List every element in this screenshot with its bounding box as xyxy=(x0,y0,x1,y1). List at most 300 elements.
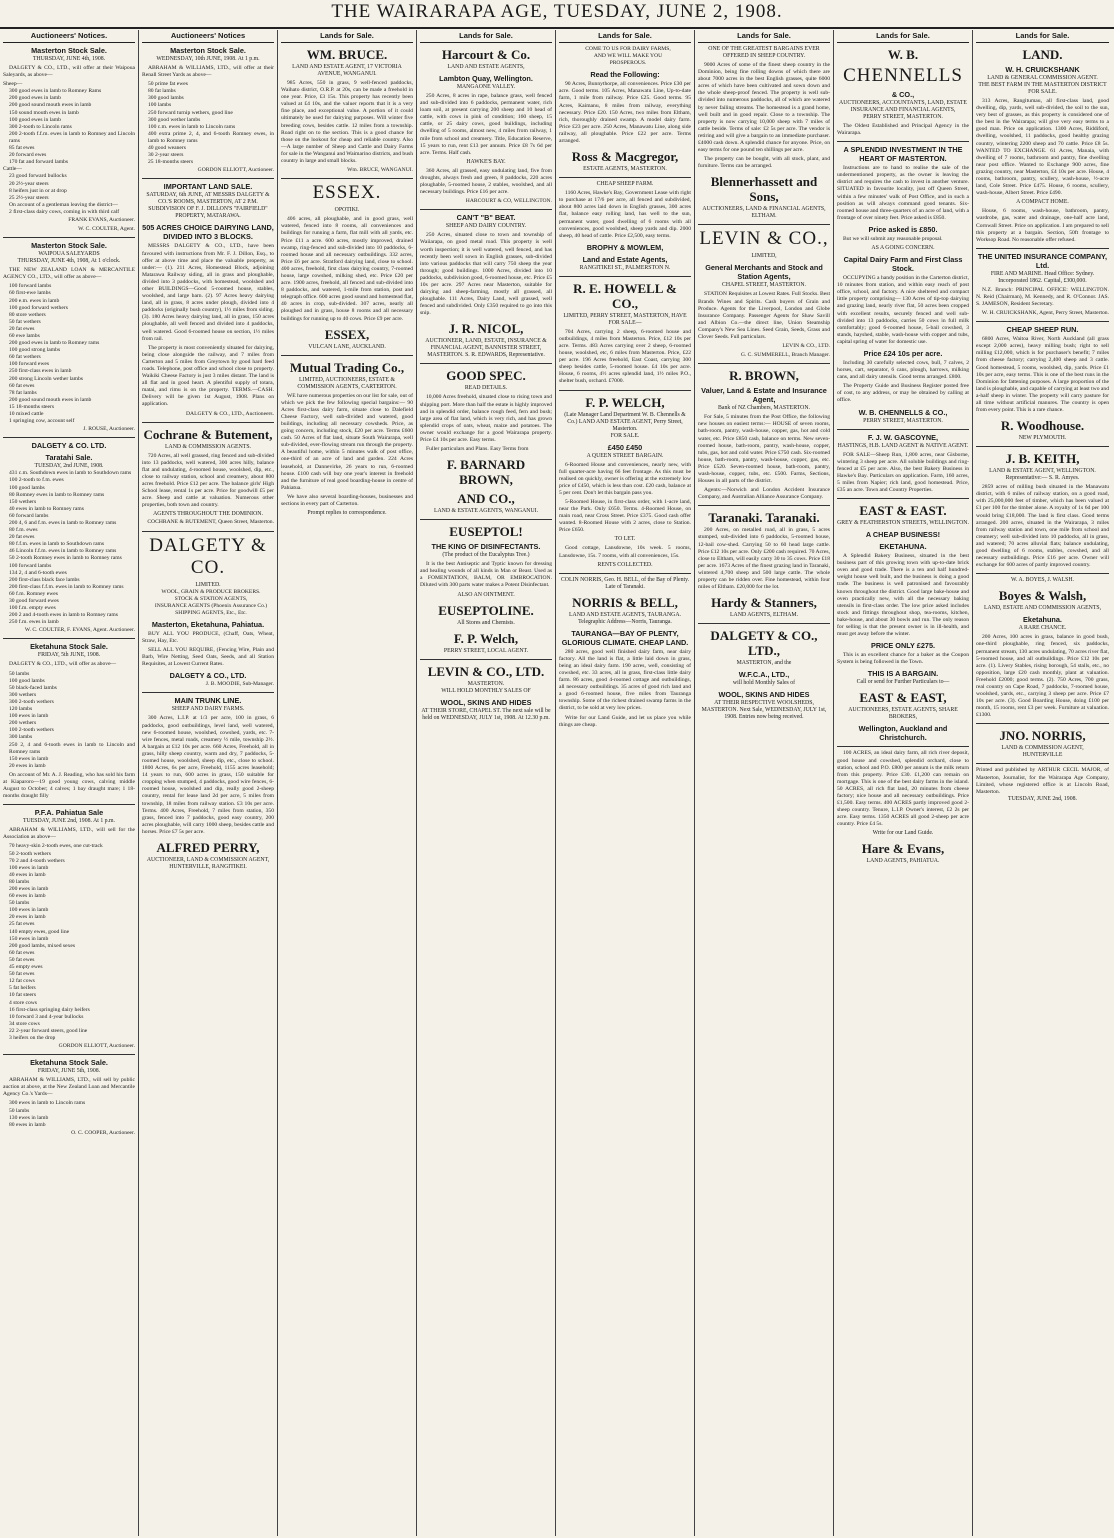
ad-signature: HARCOURT & CO, WELLINGTON. xyxy=(465,198,552,205)
ad-signature: ALFRED PERRY, xyxy=(156,840,260,856)
list-item: 20 2½-year steers xyxy=(9,180,49,187)
ad-body: 360 Acres, all grassed, easy undulating land, five from droughts, always fresh and green, 8 paddocks, 220 acres ploughable, 5-roomed house, 2 stables, woolshed, and all necessary buildings. Price £16 per acre. xyxy=(420,167,552,196)
ad-subtitle: LAND & COMMISSION AGENT, xyxy=(1001,745,1084,752)
ad-title: R. BROWN, xyxy=(729,368,799,384)
service-list xyxy=(142,589,274,617)
column-heading: Lands for Sale. xyxy=(420,30,552,43)
ad-subtitle: LAND AND ESTATE AGENT, 17 VICTORIA AVENUE, WANGANUI. xyxy=(292,64,402,77)
ad-headline: General Merchants and Stock and Station Agents, xyxy=(705,263,823,282)
ad-body: We have also several boarding-houses, businesses and sections in every part of Carterton. xyxy=(281,493,413,508)
ad-title: DALGETY & CO. LTD. xyxy=(31,441,107,451)
list-item: 25 2½-year steers xyxy=(9,194,49,201)
ad-body: 200 Acres, 100 acres in grass, balance in good bush, one-third ploughable, ring fenced, six paddocks, permanent stream, 130 acres undulating, 70 acres river flat, 5-roomed house, and all outbuildings. Price £12 10s per acre. (1). Livery Stables, rising borough, 54 stalls, etc., no opposition, large £20 cash monthly, plant at valuation. Freehold £2000; good terms. (2). 750 Acres, 700 grass, real country on Cape Road, 7 paddocks, 7-roomed house, woolshed, yards, etc., carrying 3 sheep per acre. Price £7 10s per acre. (3). Good Boarding House, doing £100 per month, 15 rooms, rent £3 per week. Furniture at valuation. £1300. xyxy=(976,634,1109,719)
ad-body: 313 Acres, Rangitumau, all first-class land, good dwelling, dip, yards, well sub-divided, the soil to the sun, very best of grasses, as this property is considered one of the best in the Wairarapa; will give very easy terms to a good man. Price on application. 1300 Acres, Riddiford, dwelling, woolshed, 11 paddocks, good healthy grazing country, wintering 2200 sheep and 70 cattle. Price £8 5s. WANTED TO EXCHANGE. 61 Acres, Manaia, with dwelling of 7 rooms, bathroom and pantry, fine dwelling near post office. Wanted to Exchange 900 acres, fine grazing country, near Masterton, £4 10s per acre. House, 4 rooms, bathroom, pantry, scullery, wash-house, ½-acre land, Cole Street. Price £475. House, 6 rooms, scullery, wash-house, Albert Street. Price £490. xyxy=(976,98,1109,197)
column-8 xyxy=(973,30,1112,1536)
list-item: 60 f.m. Romney ewes xyxy=(9,590,58,597)
stock-list xyxy=(3,173,135,216)
masthead-rule xyxy=(0,27,1114,29)
ad-title: J. R. NICOL, xyxy=(448,321,524,337)
divider xyxy=(142,422,274,423)
divider xyxy=(420,209,552,210)
list-item: 200 first-class f.f.m. ewes in lamb to Romney rams xyxy=(9,583,124,590)
list-item: 100 forward ewes xyxy=(9,361,50,368)
ad-date: SATURDAY, 6th JUNE, AT MESSRS DALGETY & CO.'S ROOMS, MASTERTON, AT 2 P.M. xyxy=(146,192,270,206)
ad-title: LEVIN & CO., xyxy=(699,228,829,250)
ad-subtitle: Land and Estate Agents, xyxy=(582,254,668,264)
list-item: 80 f.m. ewes xyxy=(9,527,38,534)
ad-headline: A SPLENDID INVESTMENT IN THE HEART OF MASTERTON. xyxy=(843,145,963,164)
ad-body: 5-Roomed House, in first-class order, with 1-acre land, near the Park. Only £650. Terms. 4-Roomed House, on main road, near Cross Street. Price £375. Good cash offer wanted. 8-Roomed House with 2 acres, close to Station. Price £650. xyxy=(559,499,691,534)
ad-body: The property is most conveniently situated for dairying, being close alongside the railway, and 7 miles from Carterton and 5 miles from Greytown by good hard feed roads. Telephone, post office and school close to property. Waikiki Cheese Factory is just 3 miles distant. The land is all flat and in good heart. A plentiful supply of totara, matai, and rimu is on the property. TERMS.—CASH. Delivery will be given 1st August, 1908. Plans on application. xyxy=(142,344,274,408)
ad-title: AND CO., xyxy=(457,491,515,507)
list-item: 200 4, 6 and f.m. ewes in lamb to Romney rams xyxy=(9,519,117,526)
list-item: SHIPPING AGENTS, Etc., Etc. xyxy=(175,609,247,616)
ad-subtitle: LAND AND ESTATE AGENTS, TAURANGA. xyxy=(568,611,681,618)
list-item: 10 fat steers xyxy=(9,992,37,999)
stock-list xyxy=(3,88,135,166)
ad-headline: A COMPACT HOME. xyxy=(1016,199,1069,206)
list-item: 60 fat wethers xyxy=(9,354,41,361)
divider xyxy=(837,141,969,142)
column-heading: Auctioneers' Notices. xyxy=(3,30,135,43)
divider xyxy=(420,659,552,660)
column-heading: Auctioneers' Notices xyxy=(142,30,274,43)
column-4 xyxy=(417,30,556,1536)
ad-title: Harcourt & Co. xyxy=(441,47,531,62)
ad-subtitle: HUNTERVILLE xyxy=(1022,752,1063,759)
column-heading: Lands for Sale. xyxy=(837,30,969,43)
ad-title: CHEAP SHEEP RUN. xyxy=(1006,325,1079,335)
ad-intro: ABRAHAM & WILLIAMS, LTD., will sell for the Association as above— xyxy=(3,827,135,841)
ad-body: A Splendid Bakery Business, situated in the best business part of this growing town with up-to-date brick oven and good trade. There is a ten and half hundred-weight house well built, and the business is doing a good trade. The business is well patronised and favourably known throughout the district. Good large bake-house and oven practically new, with all the necessary baking utensils in first-class order. The low price asked includes stock and fittings throughout shop, tea-rooms, kitchen, bake-house, and about 30 bowls and run. The only reason for selling is that the present owner is in ill-health, and must get away before the winter. xyxy=(837,553,969,638)
ad-body: N.Z. Branch: PRINCIPAL OFFICE: WELLINGTON. N. Reid (Chairman), M. Kennedy, and R. O'Connor. JAS. S. JAMESON, Resident Secretary. xyxy=(976,286,1109,307)
ad-subtitle: Eketahuna. xyxy=(1023,615,1062,625)
list-item: 300 good wether lambs xyxy=(148,116,201,123)
divider xyxy=(3,638,135,639)
list-item: 10 mixed cattle xyxy=(9,411,44,418)
list-item: 100 forward lambs xyxy=(9,562,52,569)
ad-title: R. E. HOWELL & CO., xyxy=(573,280,677,311)
ad-subtitle: LIMITED, xyxy=(751,253,777,260)
ad-title: Ross & Macgregor, xyxy=(571,149,679,165)
ad-title: EAST & EAST, xyxy=(859,690,947,706)
ad-signature: ESSEX, xyxy=(324,326,370,342)
ad-signature: W. C. COULTER, F. EVANS, Agent. Auctioneer. xyxy=(24,627,135,634)
list-item: 200 good sound mouth ewes in lamb xyxy=(9,396,92,403)
ad-signature: COCHRANE & BUTEMENT, Queen Street, Masterton. xyxy=(147,519,274,526)
ad-title: W. H. CRUICKSHANK xyxy=(1005,65,1080,74)
list-item: 22 2-year forward steers, good line xyxy=(9,1027,88,1034)
column-7 xyxy=(834,30,973,1536)
list-item: 150 wethers xyxy=(9,498,37,505)
divider xyxy=(837,498,969,499)
ad-body: FOR SALE—Sheep Run, 1,800 acres, near Gisborne, wintering 3 sheep per acre. All soluble buildings and ring-fenced at £5 per acre. Also, the best Bakery Business in Hawke's Bay. Particulars on application. Farm, 160 acres, 5 miles from Napier; rich land, good homestead. Price, £35 an acre. Town and Country Properties. xyxy=(837,451,969,493)
ad-body: The property can be bought, with all stock, plant, and furniture. Terms can be arranged. xyxy=(698,156,830,170)
ad-subtitle: SHEEP AND DAIRY COUNTRY. xyxy=(445,223,527,230)
column-2 xyxy=(139,30,278,1536)
ad-signature: J. ROUSE, Auctioneer. xyxy=(83,426,135,433)
ad-title: JNO. NORRIS, xyxy=(999,728,1086,744)
ad-subtitle: PERRY STREET, LOCAL AGENT. xyxy=(443,647,529,654)
ad-title: THE UNITED INSURANCE COMPANY, Ltd. xyxy=(977,251,1108,270)
ad-address: RANGITIKEI ST., PALMERSTON N. xyxy=(579,264,671,271)
list-item: 10 forward 3 and 4-year bullocks xyxy=(9,1013,84,1020)
list-item: 100 good lambs xyxy=(9,677,45,684)
list-item: 100 2-tooth wethers xyxy=(9,727,54,734)
ad-address: PERRY STREET, MASTERTON. xyxy=(863,417,943,424)
ad-subtitle: THE KING OF DISINFECTANTS. xyxy=(431,542,541,552)
ad-places: Wellington, Auckland and Christchurch. xyxy=(858,724,948,743)
ad-body: For Sale, 5 minutes from the Post Office, the following new houses on easiest terms:— HOUSE of seven rooms, bath-room, pantry, wash-house, copper, gas, hot and cold water, etc. Price £850 cash, balance on terms. New seven-roomed house, bath-room, pantry, wash-house, copper, tubs, gas, hot and cold water. Price £750 cash. Six-roomed house, bath-room, pantry, wash-house, copper, gas, etc. Price £520. Seven-roomed house, bath-room, pantry, wash-house, copper, tubs, etc. £500. Farms, Sections, Houses in all parts of the district. xyxy=(698,414,830,485)
ad-line: Telegraphic Address—Norris, Tauranga. xyxy=(578,618,672,625)
list-item: 200 good lambs, mixed sexes xyxy=(9,942,76,949)
ad-body: WE have numerous properties on our list for sale, out of which we pick the few following special bargains:— 90 Acres first-class dairy farm, situate close to Dalefield Cheese Factory, well sub-divided and watered, good buildings, including all necessary cowsheds. Price, as going concern, including stock, £20 per acre. Terms £600 cash. 50 Acres of flat land, situate South Wairarapa, well sub-divided, ever-flowing stream run through the property. A beautiful home, within 5 minutes walk of post office, one-third of an acre of land and garden. 224 Acres leasehold, at Dannevirke, 26 years to run, 6-roomed house. £100 cash will buy one year's interest in freehold and the furniture of real good boarding-house in centre of Pahiatua. xyxy=(281,392,413,491)
ad-title: DALGETY & CO., LTD., xyxy=(710,628,818,659)
ad-title: & CO., xyxy=(891,90,915,99)
ad-address: Lambton Quay, Wellington. xyxy=(439,74,533,83)
ad-body: 250 Acres, 8 acres in rape, balance grass, well fenced and sub-divided into 6 paddocks, permanent water, rich loam soil, at present carrying 200 sheep and 10 head of cattle, with cows in pink of condition; 160 sheep, 15 cattle, or 25 dairy cows, good buildings, including dwelling of 5 rooms, almost new, 4 miles from railway, 1 mile from school and creamery. Title, Education Reserve, 15 years to run, rent £13 per annum. Price £8 7s 6d per acre. Terms. Half cash. xyxy=(420,93,552,156)
ad-subtitle: LIMITED, AUCTIONEERS, ESTATE & COMMISSION AGENTS, CARTERTON. xyxy=(297,376,397,390)
list-item: 250 2, 4 and 6-tooth ewes in lamb to Lincoln and Romney rams xyxy=(9,741,135,755)
ad-signature: FRANK EVANS, Auctioneer. xyxy=(68,216,135,223)
ad-subtitle: LAND AGENTS, ELTHAM. xyxy=(729,612,799,619)
list-item: 4 store cows xyxy=(9,999,37,1006)
list-item: 60 fat ewes xyxy=(9,382,35,389)
ad-subtitle: LAND AND ESTATE AGENTS, xyxy=(447,64,525,70)
ad-title: NORRIS & BELL, xyxy=(572,594,678,610)
list-item: 300 lambs xyxy=(9,734,33,741)
list-item: 300 2-tooth wethers xyxy=(9,698,54,705)
ad-body: It is the best Antiseptic and Typtic known for dressing and healing wounds of all kinds in Man or Beast. Used as a FOMENTATION, BALM, OR EMBROCATION. Diluted with 300 parts water makes a Potent Disinfectant. xyxy=(420,561,552,589)
ad-headline: A QUEEN STREET BARGAIN. xyxy=(586,452,664,459)
ad-title: Masterton Stock Sale. xyxy=(31,46,107,55)
list-item: 100 c.m. ewes in lamb to Lincoln rams xyxy=(148,123,236,130)
divider xyxy=(976,446,1109,447)
ad-title: W. B. xyxy=(887,47,919,62)
divider xyxy=(976,723,1109,724)
ad-signature: F. P. Welch, xyxy=(453,630,519,646)
list-item: 50 lambs xyxy=(9,1107,30,1114)
list-item: 200 first-class black face lambs xyxy=(9,576,80,583)
ad-title: Masterton Stock Sale. xyxy=(31,241,107,251)
list-item: 20 fat ewes xyxy=(9,534,35,541)
ad-signature: GORDON ELLIOTT, Auctioneer. xyxy=(58,1043,135,1050)
list-item: 60 ewes in lamb xyxy=(9,893,46,900)
ad-subtitle: EKETAHUNA. xyxy=(879,542,927,552)
ad-line: WILL HOLD MONTHLY SALES OF xyxy=(441,687,531,694)
ad-subtitle: LAND & ESTATE AGENTS, WANGANUI. xyxy=(433,508,539,515)
ad-title: ESSEX. xyxy=(312,182,382,204)
ad-line: ALSO AN OINTMENT. xyxy=(457,591,515,598)
list-item: 120 lambs xyxy=(9,706,33,713)
ad-headline: TO LET. xyxy=(614,536,636,543)
ad-signature: Wm. BRUCE, WANGANUI. xyxy=(347,167,413,174)
column-heading: Lands for Sale. xyxy=(976,30,1109,43)
ad-headline: 505 ACRES CHOICE DAIRYING LAND, DIVIDED INTO 3 BLOCKS. xyxy=(142,223,274,242)
ad-body: BUY ALL YOU PRODUCE, (Chaff, Oats, Wheat, Straw, Hay, Etc. xyxy=(142,630,274,644)
list-item: 200 good ewes in lamb to Romney rams xyxy=(9,340,100,347)
ad-headline: A CHEAP BUSINESS! xyxy=(865,530,941,540)
ad-title: Taranaki. Taranaki. xyxy=(708,510,820,526)
ad-title: DALGETY & CO. xyxy=(149,534,267,578)
stock-list xyxy=(142,145,274,166)
ad-subtitle: MASTERTON, and the xyxy=(736,660,792,667)
list-item: 12 fat cows xyxy=(9,978,35,985)
list-item: 200 2 and 4-tooth ewes in lamb to Romney rams xyxy=(9,612,118,619)
ad-subtitle: FIRE AND MARINE. Head Office: Sydney. Incorporated 1862. Capital, £300,000. xyxy=(990,270,1095,284)
list-item: AND WE WILL MAKE YOU xyxy=(593,53,663,60)
list-item: 200 good sound mouth ewes in lamb xyxy=(9,102,92,109)
ad-date: TUESDAY, JUNE 2nd, 1908. At 1 p.m. xyxy=(23,818,115,825)
list-item: COME TO US FOR DAIRY FARMS, xyxy=(585,46,671,52)
list-item: 60 ewe lambs xyxy=(9,333,40,339)
list-item: 40 good weaners xyxy=(148,145,186,152)
ad-body: 100 ACRES, an ideal dairy farm, all rich river deposit, good house and cowshed, splendid orchard, close to station, school and P.O. £800 per annum is the milk return from this property. Price £30. £1,200 can remain on mortgage. This is one of the best dairy farms in the island. 50 ACRES, all rich flat land, 20 minutes from cheese factory; nice house and all necessary outbuildings. Price £1,500. Easy terms. 400 ACRES partly improved good 2-sheep country. Tenure, L.I.P. Owner's interest, £2 2s per acre. Easy terms. 1350 ACRES all good 2-sheep per acre country. Price £4 5s. xyxy=(837,750,969,828)
ad-line: will hold Monthly Sales of xyxy=(732,680,796,687)
ad-subtitle: HASTINGS, H.B. LAND AGENT & NATIVE AGENT. xyxy=(837,442,969,449)
ad-line: AGENTS THROUGHOUT THE DOMINION. xyxy=(153,511,263,518)
list-item: 16 first-class springing dairy heifers xyxy=(9,1006,90,1013)
ad-signature: W. B. CHENNELLS & CO., xyxy=(858,407,948,417)
ad-title: F. BARNARD BROWN, xyxy=(446,457,526,488)
divider xyxy=(3,1054,135,1055)
list-item: 23 good forward bullocks xyxy=(9,173,67,180)
list-item: 25 fat ewes xyxy=(9,921,35,928)
ad-price: £450 £450 xyxy=(607,442,643,452)
ad-headline: A RARE CHANCE. xyxy=(1018,625,1067,632)
ad-subtitle: AUCTIONEER, LAND & COMMISSION AGENT, HUNTERVILLE, RANGITIKEI. xyxy=(146,857,270,871)
column-6 xyxy=(695,30,834,1536)
ad-line: AT THEIR STORE, CHAPEL ST. The next sale will be held on WEDNESDAY, JULY 1st, 1908. At 12.30 p.m. xyxy=(421,707,551,721)
ad-signature: O. C. COOPER, Auctioneer. xyxy=(71,1129,135,1136)
ad-body: 985 Acres, 550 in grass, 9 well-fenced paddocks, Waihato district, O.R.P. at 20s, can be made a freehold in one year. Price, £3 15s. This property has recently been valued at £4 10s, and the valuer reports that it is a very fine place, and exceptional value. A portion of it could ultimately be used for dairying purposes. Will winter five breeding cows, besides cattle. 12 miles from a township. Road right on to the section. This is a good chance for those on the lookout for cheap and reliable country. Also—A large number of Sheep and Cattle and Dairy Farms for sale in the Wanganui and Waimarino districts, and bush country in large and small blocks. xyxy=(281,80,413,165)
list-item: 30 good forward ewes xyxy=(9,598,59,604)
ad-body: 6800 Acres, Waitoa River, North Auckland (all grass except 2,000 acres), heavy milling bush; right to sell milling £12,000, which is for purchaser's benefit; 7 miles from cheese factory; carrying 2,400 sheep and 3 cattle. Good homestead, 5 rooms, woolshed, dip, yards. Price £1 10s per acre, easy terms. This is one of the best runs in the Dominion for fattening purposes. A large proportion of the land is ploughable, and capable of carrying at least two and a-half sheep in winter. The property will carry pasture for all time without artificial manures. The country is open from every point. This is a rare chance. xyxy=(976,336,1109,414)
ad-body: But we will submit any reasonable proposal. xyxy=(843,235,943,242)
ad-title: BROPHY & MOWLEM, xyxy=(586,242,664,252)
list-item: 150 sound mouth ewes in lamb xyxy=(9,109,79,116)
divider xyxy=(976,248,1109,249)
list-item: 50 lambs xyxy=(9,670,30,677)
divider xyxy=(3,237,135,238)
ad-line: Representative:— S. R. Amyes. xyxy=(1005,475,1080,482)
list-item: 50 2-tooth wethers xyxy=(9,850,51,857)
list-item: 100 lambs xyxy=(148,102,172,109)
ad-subtitle: Taratahi Sale. xyxy=(45,453,93,463)
list-heading: Cattle— xyxy=(3,166,22,173)
divider xyxy=(976,763,1109,764)
ad-subtitle: LAND, ESTATE AND COMMISSION AGENTS, xyxy=(983,605,1102,612)
ad-title: CAN'T "B" BEAT. xyxy=(456,213,516,223)
list-item: 50 black-faced lambs xyxy=(9,684,57,691)
ad-subtitle: VULCAN LANE, AUCKLAND. xyxy=(308,343,386,350)
ad-title: Boyes & Walsh, xyxy=(998,588,1087,604)
ad-headline: WOOL, SKINS AND HIDES xyxy=(718,690,810,700)
list-item: 170 fat and forward lambs xyxy=(9,159,69,166)
ad-subtitle: SHEEP AND DAIRY FARMS. xyxy=(171,706,245,713)
divider xyxy=(976,321,1109,322)
list-item: 100 f.m. empty ewes xyxy=(9,605,56,612)
ad-body: Including 30 carefully selected cows, bull, 7 calves, 2 horses, cart, separator, 6 cans, plough, harrows, milking cans, and all dairy utensils. Good terms arranged. £800. xyxy=(837,359,969,381)
ad-date: THURSDAY, JUNE 4th, 1908, At 1 o'clock. xyxy=(17,258,121,265)
stock-list xyxy=(3,843,135,978)
stock-list xyxy=(3,671,135,770)
ad-subtitle: LIMITED. xyxy=(195,581,221,588)
ad-headline: WOOL, SKINS AND HIDES xyxy=(440,697,532,707)
ad-body: This is an excellent chance for a baker as the Coupon System is being followed in the Town. xyxy=(837,652,969,666)
ad-title: Hardy & Stanners, xyxy=(711,595,817,611)
list-item: 8 heifers just in or at drop xyxy=(9,187,67,194)
list-item: 100 ewes in lamb xyxy=(9,864,49,871)
list-item: 100 ewes in lamb xyxy=(9,907,49,914)
list-item: 45 empty ewes xyxy=(9,964,43,971)
list-item: 300 2-tooth to Lincoln rams xyxy=(9,123,72,130)
list-item: 400 extra prime 2, 4, and 6-tooth Romney ewes, in lamb to Romney rams xyxy=(148,130,274,144)
ad-date: FRIDAY, 5th JUNE, 1908. xyxy=(37,652,101,659)
ad-headline: THIS IS A BARGAIN. xyxy=(867,669,939,679)
ad-price: PRICE ONLY £275. xyxy=(870,641,936,651)
divider xyxy=(698,623,830,624)
ad-headline: AS A GOING CONCERN. xyxy=(871,245,935,252)
list-item: On account of a gentleman leaving the district— xyxy=(9,201,118,208)
ad-body: The Oldest Established and Principal Agency in the Wairarapa. xyxy=(837,123,969,137)
ad-body: SELL ALL YOU REQUIRE, (Fencing Wire, Plain and Barb, Wire Netting, Seed Oats, Seeds, and all Station Requisites, at Lowest Current Rates. xyxy=(142,647,274,668)
ad-subtitle: LAND & GENERAL COMMISSION AGENT. xyxy=(987,75,1098,81)
ad-title: EUSEPTOL! xyxy=(449,524,523,540)
list-item: 300 ewes in lamb to Lincoln rams xyxy=(9,1100,86,1107)
ad-title: W.F.C.A., LTD., xyxy=(738,670,790,680)
ad-body: 200 Acres, on metalled road, all in grass, 5 acres stumped, sub-divided into 6 paddocks, 5-roomed house, 12-bail cow-shed. Carrying 50 to 60 head large cattle. Price £12 10s per acre. Only £200 cash required. 70 Acres, close to Eltham, will easily carry 30 to 35 cows. Price £18 per acre. 1673 Acres of the finest grazing land in Taranaki, wintered 4,700 sheep and 500 large cattle. The whole property can be ridden over. Fine homestead, within four miles of Eltham. £20,000 for the lot. xyxy=(698,527,830,591)
list-item: 80 store wethers xyxy=(9,311,46,318)
ad-body: 720 Acres, all well grassed, ring fenced and sub-divided into 13 paddocks, well watered, 300 acres hilly, balance flat and undulating, 4-roomed house, woolshed, dip, etc., close to railway station, school and creamery, about 800 acres freehold. Price £12 per acre. The balance girls' High School lease, rental 1s per acre. Price for goodwill £5 per acre. Sheep and cattle at valuation. Numerous other properties, both town and country. xyxy=(142,452,274,509)
ad-body: The Property Guide and Business Register posted free of cost, to any address, or may be obtained by calling at office. xyxy=(837,383,969,404)
ad-subtitle: AUCTIONEERS, LAND & FINANCIAL AGENTS, ELTHAM. xyxy=(702,206,826,220)
divider xyxy=(420,519,552,520)
list-item: 250 f.m. ewes in lamb xyxy=(9,619,59,626)
list-item: 200 good ewes in lamb xyxy=(9,95,61,102)
ad-subtitle: AUCTIONEERS, ACCOUNTANTS, LAND, ESTATE INSURANCE AND FINANCIAL AGENTS, xyxy=(839,100,967,113)
list-item: 40 ewes in lamb to Romney rams xyxy=(9,505,84,512)
ad-subtitle: LAND & COMMISSION AGENTS. xyxy=(165,443,251,450)
ad-headline: TAURANGA—BAY OF PLENTY, GLORIOUS CLIMATE. CHEAP LAND. xyxy=(561,628,689,647)
stock-list xyxy=(3,1100,135,1128)
divider xyxy=(142,178,274,179)
ad-subtitle: (Late Manager Land Department W. B. Chennells & Co.) LAND AND ESTATE AGENT, Perry Street, Masterton. xyxy=(564,411,686,432)
ad-title: Hare & Evans, xyxy=(861,841,945,857)
ad-body: 2859 acres of milling bush situated in the Manawatu district, with 6 miles of railway station, on a good road, with 25,000,000 feet of timber, which has been valued at £1 per 100 for the timber alone. A royalty of 1s 6d per 100 would bring £18,000. The land is first class. Good terms arranged. 200 acres, situated in the Wairarapa, 3 miles from railway station and town, one mile from school and creamery; well sub-divided into 10 paddocks, all in grass, and watered; 70 acres alluvial flats; balance undulating, good dwelling of 6 rooms, stables, cowshed, and all necessary outbuildings. Price £16 per acre. Owner will exchange for 600 acres of partly improved country. xyxy=(976,484,1109,569)
ad-subtitle: READ DETAILS. xyxy=(464,385,508,392)
ad-line: Prompt replies to correspondence. xyxy=(307,510,387,517)
ad-headline: MANGAONE VALLEY. xyxy=(456,84,516,90)
ad-names: COLIN NORRIS, Geo. H. BELL, of the Bay of Plenty. Late of Taranaki. xyxy=(560,576,690,590)
ad-body: 250 Acres, situated close to town and township of Waiiarapa, on good metal road. This property is well worth inspection; it is well watered, well fenced, and has recently been well sown in English grasses, sub-divided into various paddocks that will carry 750 sheep the year through; good buildings. 1000 Acres, divided into 10 paddocks, subdivision good, 6-roomed house, etc. Price £5 10s per acre. 297 Acres near Masterton, suitable for dairying and sheep-farming, mostly all grassed, all ploughable. 111 Acres, Dairy Land, well grassed, well fenced and subdivided. Only £350 required to go into this snip. xyxy=(420,232,552,317)
list-item: 431 c.m. Southdown ewes in lamb to Southdown rams xyxy=(9,470,132,477)
list-item: 130 ewes in lamb xyxy=(9,1114,49,1121)
list-item: 70 2 and 4-tooth wethers xyxy=(9,857,65,864)
ad-subtitle: AUCTIONEERS, ESTATE AGENTS, SHARE BROKERS, xyxy=(848,707,958,721)
list-item: 100 2-tooth to f.m. ewes xyxy=(9,477,64,484)
column-heading: Lands for Sale. xyxy=(698,30,830,43)
ad-title: DALGETY & CO., LTD. xyxy=(169,671,247,681)
ad-title: MAIN TRUNK LINE. xyxy=(174,696,242,706)
ad-title: F. J. W. GASCOYNE, xyxy=(867,432,939,442)
ad-intro: THE NEW ZEALAND LOAN & MERCANTILE AGENCY CO., LTD., will offer as above— xyxy=(3,267,135,281)
list-item: 100 good forward wethers xyxy=(9,304,68,311)
ad-line: FOR SALE. xyxy=(610,432,640,439)
newspaper-title: THE WAIRARAPA AGE, TUESDAY, JUNE 2, 1908. xyxy=(331,1,783,22)
list-item: 50 lambs xyxy=(9,900,30,907)
ad-headline: CHEAP SHEEP FARM. xyxy=(596,181,654,188)
ad-places: Masterton, Eketahuna, Pahiatua. xyxy=(151,619,265,629)
ad-headline: HAWKE'S BAY. xyxy=(466,158,506,165)
list-item: 50 fat wethers xyxy=(9,318,41,325)
divider xyxy=(420,363,552,364)
ad-subtitle: GREY & FEATHERSTON STREETS, WELLINGTON. xyxy=(837,520,969,527)
ad-signature: LEVIN & CO., LTD. xyxy=(782,343,830,350)
ad-body: House, 6 rooms, wash-house, bathroom, pantry, wardrobe, gas, water and drainage, one-half acre land, Cornwall Street. Price on application. I am prepared to sell this property at a bargain. Section, 50ft frontage to Worksop Road. No reasonable offer refused. xyxy=(976,208,1109,243)
list-item: 100 good strong lambs xyxy=(9,347,61,354)
ad-title: EAST & EAST. xyxy=(859,503,947,519)
list-item: 34 store cows xyxy=(9,1020,40,1027)
ad-address: PERRY STREET, MASTERTON. xyxy=(863,114,943,120)
ad-body: Agents:—Norwich and London Accident Insurance Company, and Australian Alliance Assurance Company. xyxy=(698,487,830,501)
ad-subtitle: SUBDIVISION OF F. J. DILLON'S "FAIRFIELD" PROPERTY, MATARAWA. xyxy=(148,206,268,220)
list-item: 20 ewes in lamb xyxy=(9,762,46,769)
divider xyxy=(837,746,969,747)
ad-title: GOOD SPEC. xyxy=(446,368,526,384)
ad-body: 1160 Acres, Hawke's Bay, Government Lease with right to purchase at 17/6 per acre, all fenced and subdivided, about 800 acres laid down in English grasses, 300 acres flat, balance easy rolling land, has well to the sun, permanent water, good dwelling of 6 rooms with all conveniences, good woolshed, sheep yards and dip. 2000 sheep, 40 head of cattle. Price £2,500, easy terms. xyxy=(559,190,691,239)
imprint: Printed and published by ARTHUR CECIL MAJOR, of Masterton, Journalist, for the Wairarapa Age Company, Limited, whose registered office is at Lincoln Road, Masterton. xyxy=(976,767,1109,795)
ad-names: W. A. BOYES, J. WALSH. xyxy=(1011,577,1074,584)
list-item: 100 ewes in lamb xyxy=(9,713,49,720)
ad-subtitle: LAND & ESTATE AGENT, WELLINGTON. xyxy=(989,468,1096,475)
ad-body: 300 Acres, L.I.P. at 1/3 per acre, 100 in grass, 6 paddocks, good outbuildings, level land, well watered, new 6-roomed house, woolshed, cowshed, yards, etc. 7-wire fences, metal roads, creamery ½ mile, township 2½. A bargain at £12 10s per acre. 660 Acres, Freehold, all in grass, hilly sheep country, warm and dry, 7 paddocks, 5-roomed house, woolshed, sheep dip, etc., close to school. 1800 Acres, 6s per acre, Freehold, 1155 acres leasehold; 14 years to run, 600 acres in grass, 150 suitable for cropping when stumped, 4 paddocks, good wire fences, 6-roomed house, woolshed and dip, really good 2-sheep country, rental for lease land 2d per acre, 5 miles from township, 18 miles from railway station. £3 10s per acre. Terms. 400 Acres, Freehold, 7 miles from station, 350 grass, fenced into 7 paddocks, good easy country, 200 acres ploughable, will carry 1000 sheep, besides cattle and horses. Price £7 5s per acre. xyxy=(142,715,274,835)
ad-body: 9000 Acres of some of the finest sheep country in the Dominion, being fine rolling downs of which there are about 7000 acres in the best English grasses, quite 6000 acres of which have been cultivated and sown down and the whole sheep-proof fenced. The property is well sub-divided into numerous paddocks, all of which are watered by never failing streams. The homestead is a grand home, well built and in good repair. Close to a township. The property is now carrying 10,000 sheep with 7 miles of cattle beside. Terms of sale: £2 5s per acre. The vendor is retiring and will give a bargain to an immediate purchaser. £4000 cash down. A splendid chance for anyone. Price, on easy terms for one pound ten shillings per acre. xyxy=(698,62,830,154)
column-heading: Lands for Sale. xyxy=(281,30,413,43)
list-item: 20 forward ewes xyxy=(9,152,47,159)
divider xyxy=(3,437,135,438)
stock-list xyxy=(142,81,274,145)
list-item: 70 heavy-skin 2-tooth ewes, one cut-track xyxy=(9,843,103,850)
ad-line: AT THEIR RESPECTIVE WOOLSHEDS, MASTERTON. Next Sale, WEDNESDAY, JULY 1st, 1908. Entries now being received. xyxy=(701,700,827,721)
ad-title: Blennerhassett and Sons, xyxy=(710,174,818,205)
ad-body: Write for our Land Guide, and let us place you while things are cheap. xyxy=(559,714,691,728)
ad-body: 406 acres, all ploughable, and in good grass, well watered, fenced into 8 rooms, all conveniences and buildings for running a farm, flat mill with all yards, etc. Price £11 a acre. 600 acres, mostly improved, drained swamp, ring-fenced and sub-divided into 10 paddocks, 6-roomed house and all necessary outbuildings. 332 acres, Price £6 per acre. Stratford dairying land, close to school. 400 acres, freehold, first class dairying country, 7-roomed house, large cowshed, milking shed, etc. Price £20 per acre. 1900 acres, freehold, all fenced and sub-divided into 8 paddocks, and watered, 1-mile from station, post and telegraph office. 600 acres good sound and homestead flat, 40 acres in crop, sub-divided. 307 acres, nearly all ploughed and in grass, house 8 rooms and all necessary buildings for running up to 40 cows. Price £9 per acre. xyxy=(281,216,413,322)
divider xyxy=(281,178,413,179)
ad-line: RENTS COLLECTED. xyxy=(597,561,653,568)
ad-title: Mutual Trading Co., xyxy=(289,359,405,375)
divider xyxy=(281,355,413,356)
column-1 xyxy=(0,30,139,1536)
newspaper-page xyxy=(0,30,1114,1536)
list-item: 1 springing cow, account self xyxy=(9,418,75,425)
list-item: 140 empty ewes, good line xyxy=(9,928,70,935)
list-item: 30 2-year steers xyxy=(148,152,184,159)
ad-signature: G. C. SUMMERELL, Branch Manager. xyxy=(740,352,830,359)
ad-subtitle: Valuer, Land & Estate and Insurance Agent, xyxy=(701,386,827,405)
ad-title: WM. BRUCE. xyxy=(306,47,388,62)
list-item: 200 wethers xyxy=(9,720,37,727)
ad-title: Capital Dairy Farm and First Class Stock. xyxy=(843,255,963,274)
ad-signature: GORDON ELLIOTT, Auctioneer. xyxy=(197,167,274,174)
list-item: 50 fat ewes xyxy=(9,956,35,963)
list-item: INSURANCE AGENTS (Phoenix Assurance Co.) xyxy=(154,602,268,609)
list-heading: Sheep— xyxy=(3,81,23,88)
ad-body: 280 acres, good well finished dairy farm, near dairy factory. All the land is flat, a little laid down in grass, being an ideal dairy farm. 190 acres, well, consisting of cowshed, etc. 33 acres, all in grass, first-class little dairy farm. 86 acres, good 4-roomed cottage and outbuildings, all necessary outbuildings. 35 acres of good rich land and a good 6-roomed house, five miles from Tauranga township. Some of the richest drained swamp farms in the district, to be sold at very low prices. xyxy=(559,648,691,712)
ad-title: Masterton Stock Sale. xyxy=(170,46,246,55)
masthead xyxy=(0,0,1114,30)
list-item: 80 ewes in lamb xyxy=(9,1121,46,1128)
